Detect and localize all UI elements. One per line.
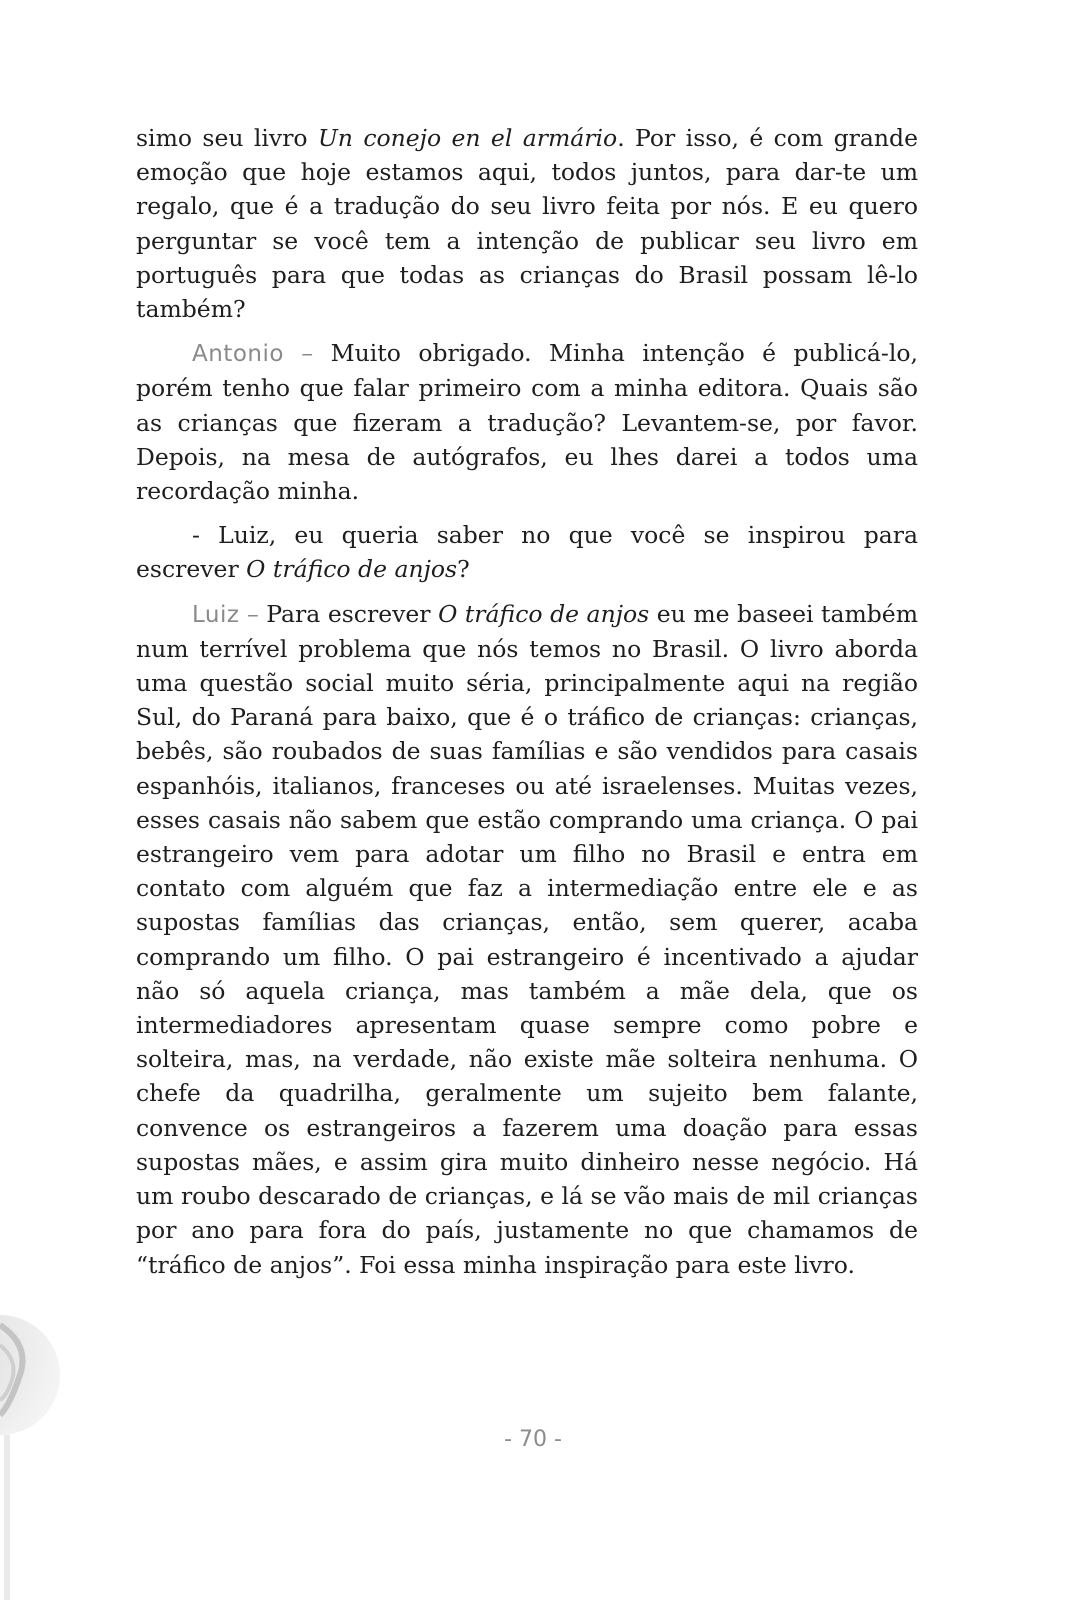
speaker-dash: – — [283, 339, 331, 368]
text-segment: simo seu livro — [136, 124, 318, 152]
paragraph-1 — [136, 121, 918, 326]
paragraph-4-luiz — [136, 597, 918, 1282]
speaker-name: Luiz — [192, 601, 240, 628]
text-segment: ? — [457, 555, 470, 584]
paragraph-3-question — [136, 518, 918, 586]
book-title-italic: O tráfico de anjos — [246, 555, 458, 584]
body-text — [136, 121, 918, 1282]
paragraph-2-antonio — [136, 336, 918, 508]
text-segment: Para escrever — [266, 599, 439, 628]
speaker-name: Antonio — [192, 341, 284, 368]
page-number: - 70 - — [504, 1427, 562, 1452]
text-segment: Muito obrigado. Minha intenção é publicá-lo, porém tenho que falar primeiro com a minha editora. Quais são as crianças que fizeram a tradução? Levantem-se, por favor. Depois, na mesa de autógrafos, eu lhes darei a todos uma recordação minha. — [136, 339, 918, 506]
speaker-dash: – — [239, 599, 267, 628]
text-segment: eu me baseei também num terrível problema que nós temos no Brasil. O livro aborda uma questão social muito séria, principalmente aqui na região Sul, do Paraná para baixo, que é o tráfico de crianças: crianças, bebês, são roubados de suas famílias e são vendidos para casais espanhóis, italianos, franceses ou até israelenses. Muitas vezes, esses casais não sabem que estão comprando uma criança. O pai estrangeiro vem para adotar um filho no Brasil e entra em contato com alguém que faz a intermediação entre ele e as supostas famílias das crianças, então, sem querer, acaba comprando um filho. O pai estrangeiro é incentivado a ajudar não só aquela criança, mas também a mãe dela, que os intermediadores apresentam quase sempre como pobre e solteira, mas, na verdade, não existe mãe solteira nenhuma. O chefe da quadrilha, geralmente um sujeito bem falante, convence os estrangeiros a fazerem uma doação para essas supostas mães, e assim gira muito dinheiro nesse negócio. Há um roubo descarado de crianças, e lá se vão mais de mil crianças por ano para fora do país, justamente no que chamamos de “tráfico de anjos”. Foi essa minha inspiração para este livro. — [136, 599, 918, 1279]
text-segment: . Por isso, é com grande emoção que hoje estamos aqui, todos juntos, para dar-te um regalo, que é a tradução do seu livro feita por nós. E eu quero perguntar se você tem a intenção de publicar seu livro em português para que todas as crianças do Brasil possam lê-lo também? — [136, 124, 918, 324]
book-title-italic: O tráfico de anjos — [438, 599, 650, 628]
book-title-italic: Un conejo en el armário — [317, 124, 618, 152]
text-segment: - Luiz, eu queria saber no que você se inspirou para escrever — [136, 521, 918, 584]
